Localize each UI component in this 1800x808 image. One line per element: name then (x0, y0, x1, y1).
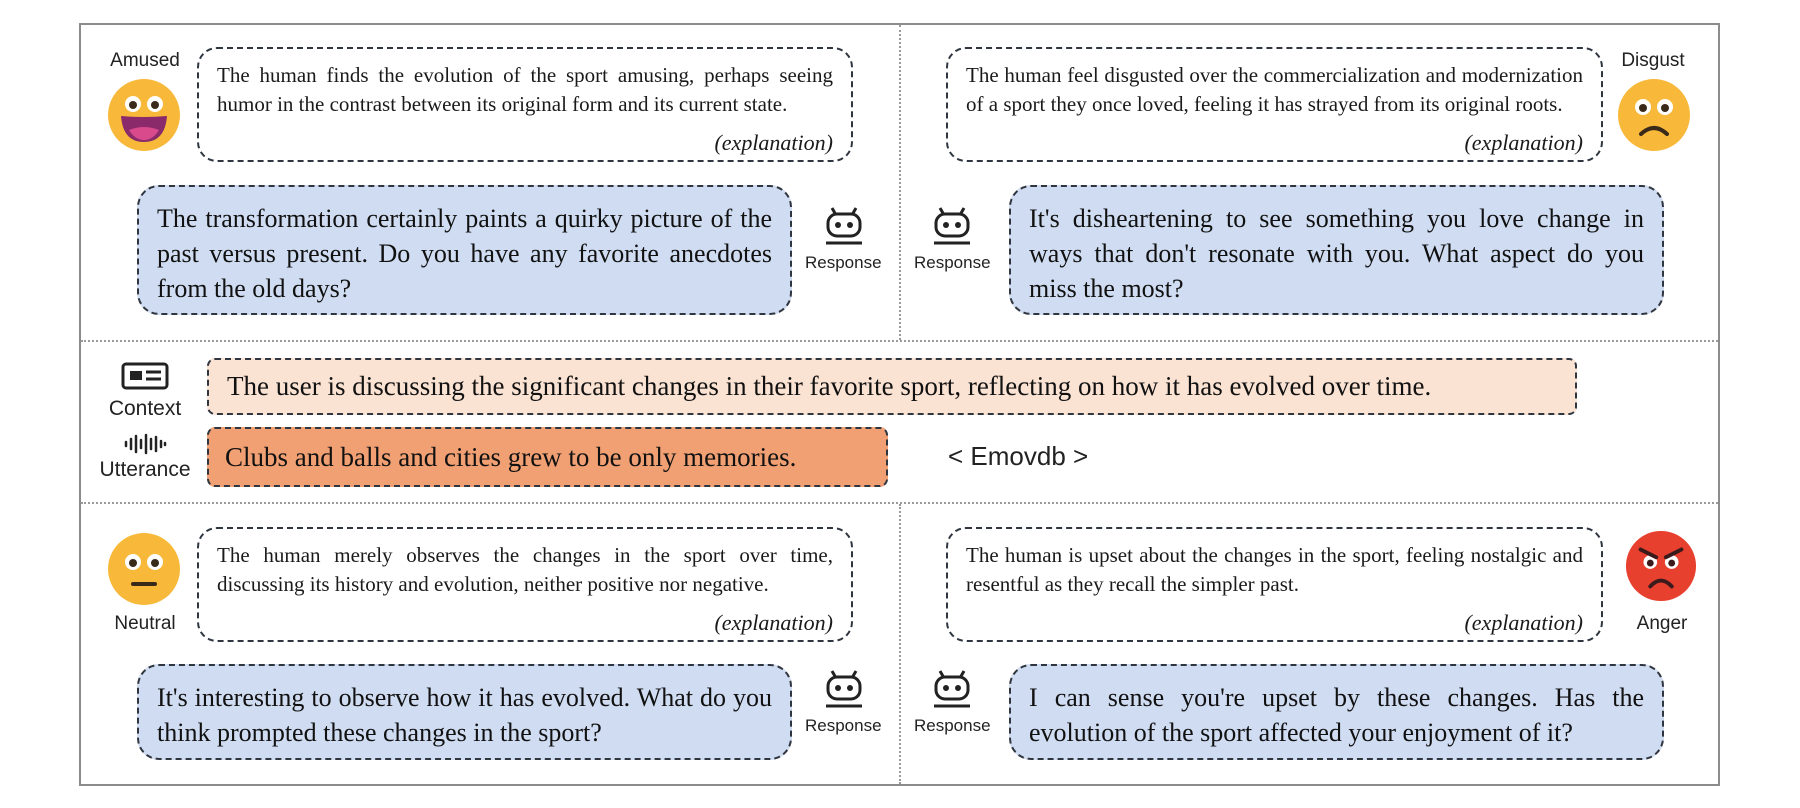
top-divider (81, 340, 1718, 342)
response-text: The transformation certainly paints a quirky picture of the past versus present. Do you have any favorite anecdotes from the old days? (157, 204, 772, 303)
utterance-text: Clubs and balls and cities grew to be only memories. (225, 442, 797, 472)
response-box-neutral (137, 664, 792, 760)
robot-icon (814, 669, 874, 709)
response-text: I can sense you're upset by these changes. Has the evolution of the sport affected your enjoyment of it? (1029, 683, 1644, 747)
explanation-box-disgust (946, 47, 1603, 162)
utterance-box (207, 427, 888, 487)
response-text: It's interesting to observe how it has evolved. What do you think prompted these changes in the sport? (157, 683, 772, 747)
emotion-label-neutral: Neutral (114, 613, 176, 634)
explanation-tag: (explanation) (1464, 130, 1583, 155)
sound-wave-icon (90, 433, 200, 461)
explanation-tag: (explanation) (1464, 610, 1583, 635)
context-label: Context (108, 397, 182, 420)
response-label: Response (805, 716, 882, 735)
response-box-disgust (1009, 185, 1664, 315)
explanation-tag: (explanation) (714, 610, 833, 635)
context-text: The user is discussing the significant changes in their favorite sport, reflecting on how it has evolved over time. (227, 371, 1432, 401)
disgust-face-icon (1617, 78, 1691, 152)
top-vertical-divider (899, 25, 901, 340)
dataset-label: < Emovdb > (948, 441, 1089, 471)
emotion-label-amused: Amused (110, 50, 180, 71)
response-box-amused (137, 185, 792, 315)
context-box (207, 358, 1577, 415)
anger-face-icon (1625, 530, 1697, 602)
robot-icon (922, 669, 982, 709)
explanation-box-anger (946, 527, 1603, 642)
response-label: Response (914, 253, 991, 272)
response-label: Response (914, 716, 991, 735)
neutral-face-icon (107, 532, 181, 606)
amused-face-icon (107, 78, 181, 152)
explanation-box-neutral (197, 527, 853, 642)
explanation-box-amused (197, 47, 853, 162)
utterance-label: Utterance (99, 458, 191, 481)
emotion-label-disgust: Disgust (1621, 50, 1685, 71)
explanation-text: The human merely observes the changes in the sport over time, discussing its history and evolution, neither positive nor negative. (217, 543, 833, 596)
response-box-anger (1009, 664, 1664, 760)
explanation-text: The human is upset about the changes in the sport, feeling nostalgic and resentful as they recall the simpler past. (966, 543, 1583, 596)
bottom-vertical-divider (899, 504, 901, 784)
explanation-text: The human finds the evolution of the sport amusing, perhaps seeing humor in the contrast between its original form and its current state. (217, 63, 833, 116)
emotion-label-anger: Anger (1636, 613, 1688, 634)
explanation-text: The human feel disgusted over the commercialization and modernization of a sport they once loved, feeling it has strayed from its original roots. (966, 63, 1583, 116)
robot-icon (922, 206, 982, 246)
response-text: It's disheartening to see something you love change in ways that don't resonate with you. What aspect do you miss the most? (1029, 204, 1644, 303)
response-label: Response (805, 253, 882, 272)
context-card-icon (90, 362, 200, 396)
explanation-tag: (explanation) (714, 130, 833, 155)
robot-icon (814, 206, 874, 246)
